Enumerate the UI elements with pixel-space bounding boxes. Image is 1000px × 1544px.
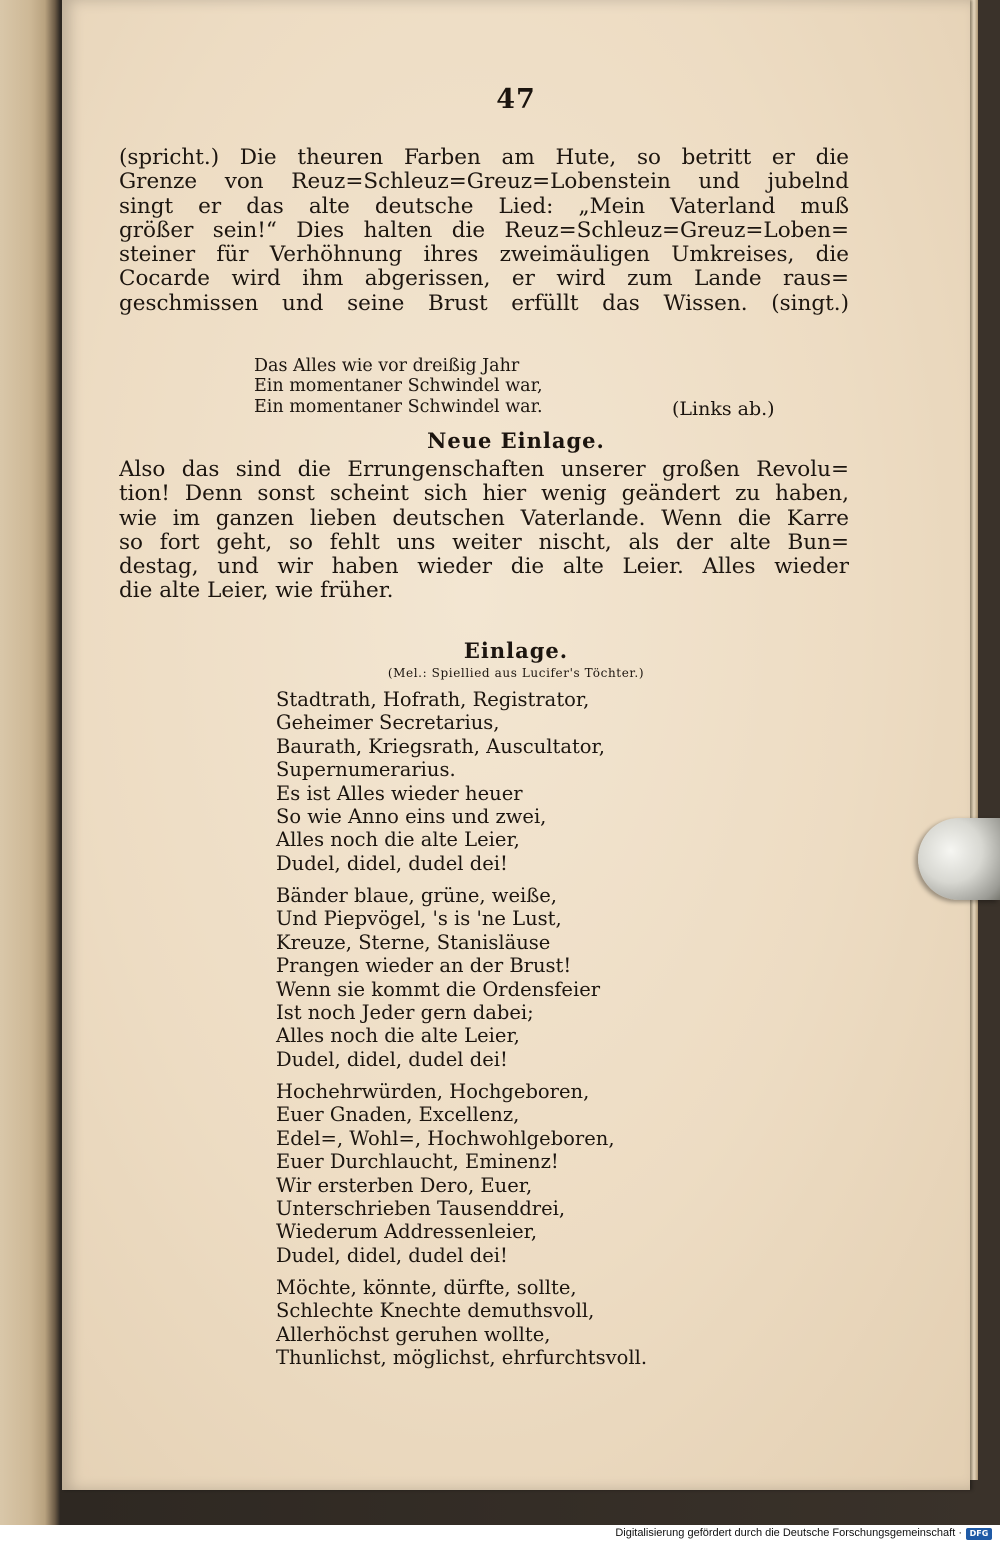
paragraph-2 — [119, 458, 849, 604]
text-line: Cocarde wird ihm abgerissen, er wird zum Lande raus= — [119, 267, 849, 292]
section-heading-neue-einlage: Neue Einlage. — [427, 428, 605, 453]
verse-line: Und Piepvögel, 's is 'ne Lust, — [276, 907, 562, 931]
verse-line: Es ist Alles wieder heuer — [276, 781, 523, 805]
verse-line: Wir ersterben Dero, Euer, — [276, 1173, 533, 1197]
verse-line: Unterschrieben Tausenddrei, — [276, 1196, 566, 1220]
verse-line: Supernumerarius. — [276, 758, 456, 782]
dfg-logo-icon: DFG — [966, 1528, 992, 1540]
verse-line: Ist noch Jeder gern dabei; — [276, 1000, 534, 1024]
text-line: geschmissen und seine Brust erfüllt das Wissen. (singt.) — [119, 291, 849, 316]
text-line: wie im ganzen lieben deutschen Vaterlande. Wenn die Karre — [119, 506, 849, 531]
verse-line: Dudel, didel, dudel dei! — [276, 1047, 508, 1071]
verse-line: Alles noch die alte Leier, — [276, 1024, 520, 1048]
section-heading-einlage: Einlage. — [463, 638, 569, 663]
verse-line: Thunlichst, möglichst, ehrfurchtsvoll. — [276, 1346, 648, 1370]
verse-line: Geheimer Secretarius, — [276, 711, 500, 735]
verse-line: Kreuze, Sterne, Stanisläuse — [276, 930, 551, 954]
text-line: singt er das alte deutsche Lied: „Mein Vaterland muß — [119, 194, 849, 219]
verse-line: Hochehrwürden, Hochgeboren, — [276, 1080, 590, 1103]
verse-line: Schlechte Knechte demuthsvoll, — [276, 1299, 595, 1323]
text-line: (spricht.) Die theuren Farben am Hute, so betritt er die — [119, 146, 849, 170]
verse-line: Euer Durchlaucht, Eminenz! — [276, 1150, 559, 1174]
text-line: steiner für Verhöhnung ihres zweimäuligen Umkreises, die — [119, 243, 849, 268]
verse-line: Edel=, Wohl=, Hochwohlgeboren, — [276, 1126, 615, 1150]
verse-line: Euer Gnaden, Excellenz, — [276, 1103, 520, 1127]
verse-line: Das Alles wie vor dreißig Jahr — [254, 356, 520, 376]
verse-line: Wenn sie kommt die Ordensfeier — [276, 977, 601, 1001]
melody-note: (Mel.: Spiellied aus Lucifer's Töchter.) — [387, 666, 645, 680]
stanza-2 — [276, 884, 600, 1071]
page-clip-icon — [918, 818, 1000, 900]
verse-line: So wie Anno eins und zwei, — [276, 804, 547, 828]
verse-line: Ein momentaner Schwindel war, — [254, 376, 543, 397]
text-line: die alte Leier, wie früher. — [119, 579, 394, 604]
verse-line: Dudel, didel, dudel dei! — [276, 851, 508, 875]
verse-line: Baurath, Kriegsrath, Auscultator, — [276, 734, 605, 758]
book-page — [62, 0, 970, 1490]
stanza-1 — [276, 688, 605, 875]
funding-credit: Digitalisierung gefördert durch die Deutsche Forschungsgemeinschaft · — [615, 1527, 962, 1539]
text-line: Also das sind die Errungenschaften unserer großen Revolu= — [119, 458, 849, 482]
verse-intro — [254, 356, 543, 417]
verse-line: Wiederum Addressenleier, — [276, 1220, 538, 1244]
verse-line: Stadtrath, Hofrath, Registrator, — [276, 688, 590, 711]
stanza-3 — [276, 1080, 615, 1267]
stanza-4 — [276, 1276, 647, 1370]
verse-line: Möchte, könnte, dürfte, sollte, — [276, 1276, 577, 1299]
text-line: tion! Denn sonst scheint sich hier wenig geändert zu haben, — [119, 482, 849, 507]
verse-line: Dudel, didel, dudel dei! — [276, 1243, 508, 1267]
verse-line: Prangen wieder an der Brust! — [276, 954, 572, 978]
text-line: Grenze von Reuz=Schleuz=Greuz=Lobenstein und jubelnd — [119, 170, 849, 195]
text-line: so fort geht, so fehlt uns weiter nischt, als der alte Bun= — [119, 530, 849, 555]
page-number: 47 — [496, 84, 536, 115]
verse-line: Allerhöchst geruhen wollte, — [276, 1322, 551, 1346]
text-line: destag, und wir haben wieder die alte Leier. Alles wieder — [119, 555, 849, 580]
verse-line: Alles noch die alte Leier, — [276, 828, 520, 852]
verse-line: Ein momentaner Schwindel war. — [254, 396, 543, 417]
text-line: größer sein!“ Dies halten die Reuz=Schleuz=Greuz=Loben= — [119, 218, 849, 243]
stage-direction: (Links ab.) — [672, 398, 775, 420]
paragraph-1 — [119, 146, 849, 316]
previous-page-edge — [0, 0, 60, 1525]
verse-line: Bänder blaue, grüne, weiße, — [276, 884, 557, 907]
